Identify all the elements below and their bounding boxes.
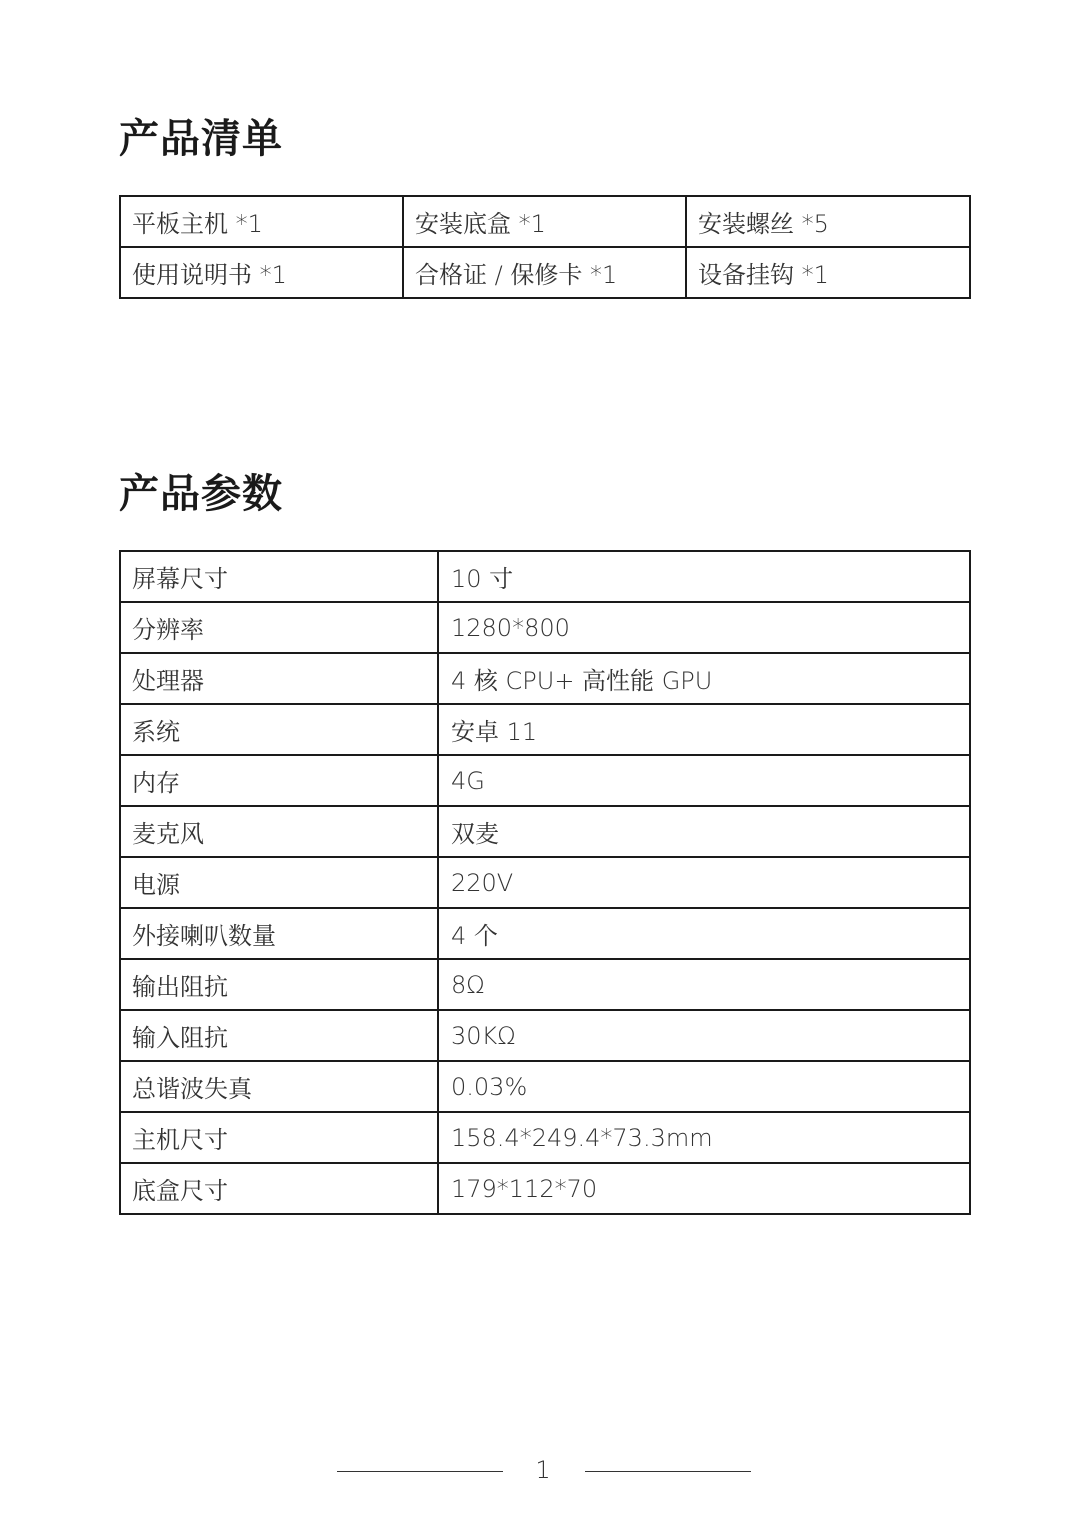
product-params-table (119, 550, 971, 1215)
table-row (120, 551, 970, 602)
product-params-title: 产品参数 (119, 471, 283, 517)
page-footer (0, 1456, 1087, 1488)
param-label: 系统 (120, 704, 438, 755)
param-label: 主机尺寸 (120, 1112, 438, 1163)
table-row (120, 196, 970, 247)
param-value: 1280*800 (438, 602, 970, 653)
param-value: 158.4*249.4*73.3mm (438, 1112, 970, 1163)
param-label: 屏幕尺寸 (120, 551, 438, 602)
param-label: 电源 (120, 857, 438, 908)
param-label: 外接喇叭数量 (120, 908, 438, 959)
table-row (120, 1163, 970, 1214)
param-label: 内存 (120, 755, 438, 806)
table-row (120, 602, 970, 653)
param-value: 4G (438, 755, 970, 806)
footer-divider-right (585, 1471, 751, 1472)
table-row (120, 1112, 970, 1163)
table-row (120, 653, 970, 704)
param-value: 179*112*70 (438, 1163, 970, 1214)
param-value: 双麦 (438, 806, 970, 857)
table-row (120, 908, 970, 959)
param-value: 4 个 (438, 908, 970, 959)
list-item: 合格证 / 保修卡 *1 (403, 247, 686, 298)
list-item: 平板主机 *1 (120, 196, 403, 247)
table-row (120, 1061, 970, 1112)
list-item: 安装底盒 *1 (403, 196, 686, 247)
param-label: 底盒尺寸 (120, 1163, 438, 1214)
table-row (120, 959, 970, 1010)
table-row (120, 247, 970, 298)
param-value: 10 寸 (438, 551, 970, 602)
product-list-title: 产品清单 (119, 116, 283, 162)
table-row (120, 806, 970, 857)
param-value: 安卓 11 (438, 704, 970, 755)
list-item: 设备挂钩 *1 (686, 247, 970, 298)
page-number: 1 (535, 1456, 551, 1484)
param-label: 输出阻抗 (120, 959, 438, 1010)
param-label: 麦克风 (120, 806, 438, 857)
param-label: 总谐波失真 (120, 1061, 438, 1112)
footer-divider-left (337, 1471, 503, 1472)
product-list-table (119, 195, 971, 299)
table-row (120, 857, 970, 908)
param-value: 30KΩ (438, 1010, 970, 1061)
list-item: 安装螺丝 *5 (686, 196, 970, 247)
table-row (120, 1010, 970, 1061)
param-value: 4 核 CPU+ 高性能 GPU (438, 653, 970, 704)
param-label: 分辨率 (120, 602, 438, 653)
param-value: 220V (438, 857, 970, 908)
param-label: 处理器 (120, 653, 438, 704)
param-value: 0.03% (438, 1061, 970, 1112)
table-row (120, 704, 970, 755)
table-row (120, 755, 970, 806)
param-label: 输入阻抗 (120, 1010, 438, 1061)
list-item: 使用说明书 *1 (120, 247, 403, 298)
param-value: 8Ω (438, 959, 970, 1010)
